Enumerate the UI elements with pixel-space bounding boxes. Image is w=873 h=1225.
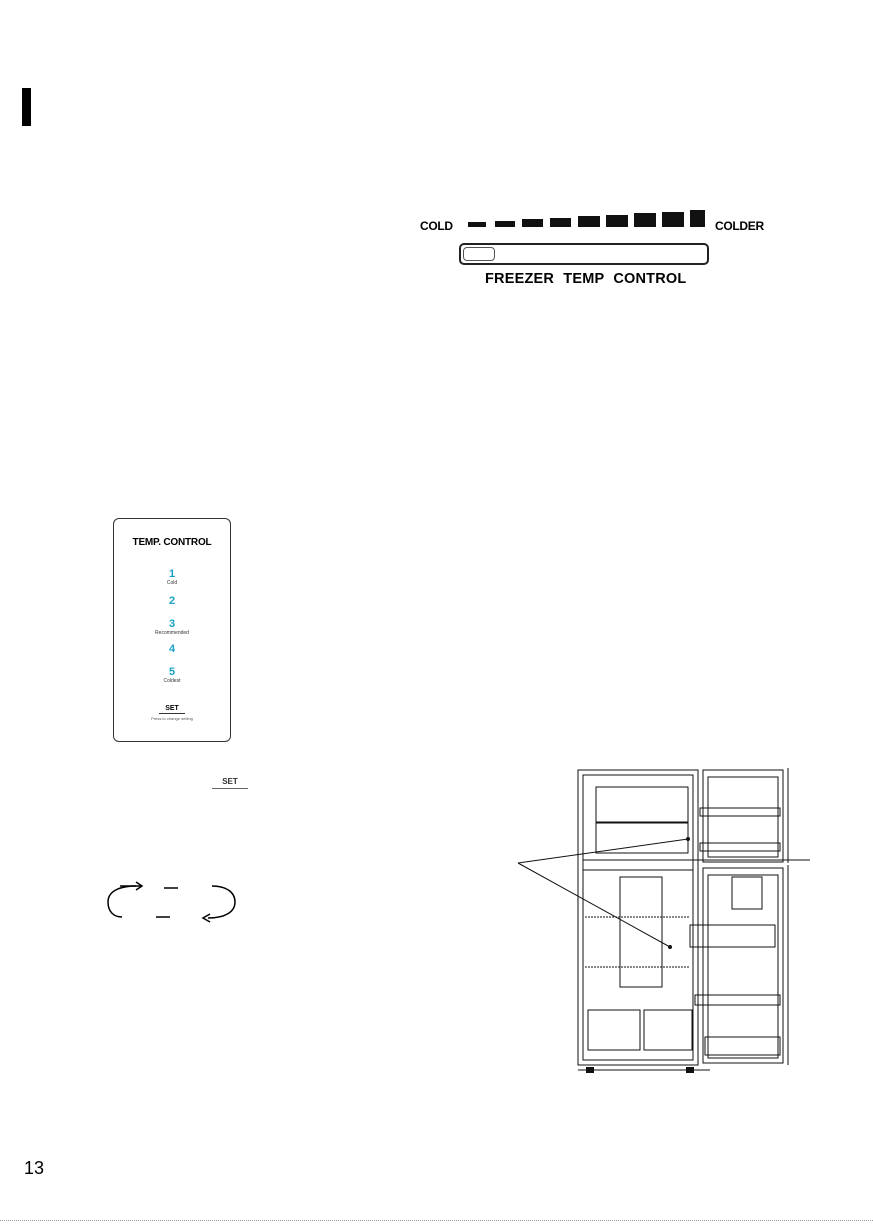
- fridge-door: [703, 868, 783, 1063]
- freezer-shelf: [596, 787, 688, 822]
- freezer-temp-control-label: FREEZER TEMP CONTROL: [485, 271, 687, 287]
- refrigerator-illustration: [510, 765, 810, 1081]
- temp-level-2: [114, 596, 230, 607]
- scale-bar: [468, 222, 486, 227]
- temperature-scale-bars: [465, 206, 705, 230]
- colder-label: COLDER: [715, 219, 764, 233]
- door-bin: [705, 1037, 780, 1055]
- crisper-drawer: [644, 1010, 692, 1050]
- crisper-drawer: [588, 1010, 640, 1050]
- level-caption: Cold: [166, 580, 178, 586]
- temp-level-1: [114, 569, 230, 586]
- foot: [686, 1067, 694, 1073]
- inline-set-button: [202, 771, 258, 789]
- page-number: 13: [24, 1158, 45, 1178]
- freezer-temp-control-dial: [415, 206, 770, 296]
- set-button-label: SET: [212, 777, 248, 789]
- scale-bar: [606, 215, 628, 227]
- page-bottom-rule: [0, 1220, 873, 1221]
- pointer-dot: [668, 945, 672, 949]
- temp-level-3: [114, 619, 230, 636]
- scale-bar: [578, 216, 600, 227]
- temp-level-5: [114, 667, 230, 684]
- freezer-door-inner: [708, 777, 778, 857]
- setting-cycle-arrows: [100, 880, 245, 925]
- scale-bar: [550, 218, 571, 227]
- section-marker: [22, 88, 31, 126]
- level-number: 4: [168, 643, 176, 655]
- freezer-shelf: [596, 823, 688, 853]
- scale-bar: [690, 210, 705, 227]
- panel-set-button[interactable]: [114, 697, 230, 721]
- foot: [586, 1067, 594, 1073]
- level-number: 2: [168, 595, 176, 607]
- set-button-caption: Press to change setting: [151, 716, 193, 721]
- set-button-label: SET: [159, 705, 185, 714]
- temp-control-panel: [113, 518, 231, 742]
- freezer-slider-track[interactable]: [459, 243, 709, 265]
- pointer-dot: [686, 837, 690, 841]
- scale-bar: [522, 219, 543, 227]
- level-number: 3: [168, 618, 176, 630]
- temp-control-title: TEMP. CONTROL: [132, 537, 212, 548]
- temp-level-4: [114, 644, 230, 655]
- pointer-line: [518, 863, 670, 947]
- pointer-line: [518, 839, 688, 863]
- cold-label: COLD: [420, 219, 453, 233]
- freezer-door-bin: [700, 843, 780, 851]
- cycle-arrow-top: [108, 886, 136, 917]
- dairy-box: [732, 877, 762, 909]
- cycle-arrow-right: [208, 886, 235, 918]
- level-caption: Coldest: [163, 678, 181, 684]
- level-number: 5: [168, 666, 176, 678]
- level-caption: Recommended: [155, 630, 189, 636]
- scale-bar: [634, 213, 656, 227]
- freezer-slider-knob[interactable]: [463, 247, 495, 261]
- freezer-door-bin: [700, 808, 780, 816]
- scale-bar: [495, 221, 515, 227]
- freezer-compartment: [583, 775, 693, 860]
- fridge-door-inner: [708, 875, 778, 1058]
- fresh-food-compartment: [583, 870, 693, 1060]
- air-duct: [620, 877, 662, 987]
- scale-bar: [662, 212, 684, 227]
- level-number: 1: [168, 568, 176, 580]
